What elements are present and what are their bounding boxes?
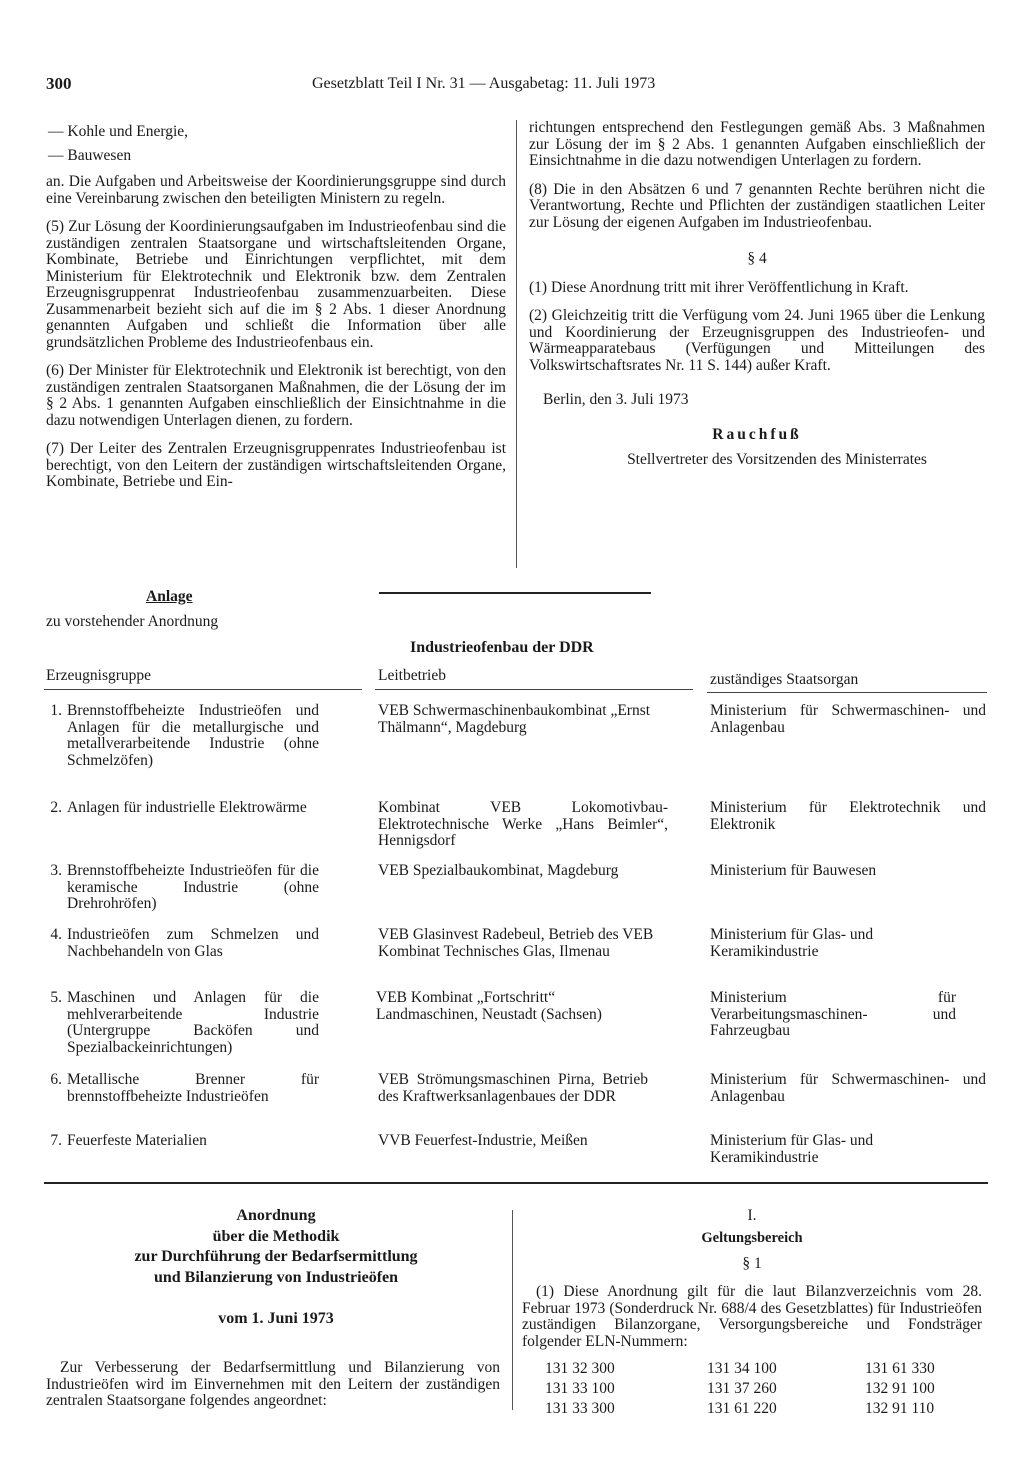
eln-number: 131 34 100 [707, 1360, 777, 1377]
title-line: Anordnung [236, 1207, 316, 1224]
table-row [46, 1133, 996, 1173]
anordnung-date: vom 1. Juni 1973 [218, 1310, 334, 1327]
row-staatsorgan: Ministerium für Glas- und Keramikindustrie [710, 1132, 874, 1166]
eln-number: 132 91 110 [865, 1400, 935, 1417]
section-4-paragraph-1: (1) Diese Anordnung tritt mit ihrer Veröffentlichung in Kraft. [529, 278, 909, 296]
header-underline-3 [707, 692, 987, 693]
row-erzeugnisgruppe: Anlagen für industrielle Elektrowärme [67, 799, 307, 816]
anlage-rule [379, 592, 651, 594]
paragraph-5: (5) Zur Lösung der Koordinierungsaufgaben im Industrieofenbau sind die zuständigen zentralen Staatsorgane und wirtschaftsleitenden Organe, Kombinate, Betriebe und Einrichtungen verpflichtet, mit dem Ministerium für Elektrotechnik und Elektronik bzw. dem Zentralen Erzeugnisgruppenrat Industrieofenbau zusammenzuarbeiten. Diese Zusammenarbeit bezieht sich auf die im § 2 Abs. 1 dieser Anordnung genannten Aufgaben und schließt die Information über alle grundsätzlichen Probleme des Industrieofenbaus ein. [46, 218, 506, 351]
table-row [46, 863, 996, 918]
table-row [46, 990, 996, 1060]
paragraph-continuation: richtungen entsprechend den Festlegungen gemäß Abs. 3 Maßnahmen zur Lösung der im § 2 Abs. 1 genannten Aufgaben einschließlich der Einsichtnahme in die dazu notwendigen Unterlagen zu fordern. [529, 119, 985, 169]
eln-number: 131 32 300 [545, 1360, 615, 1377]
anordnung-intro: Zur Verbesserung der Bedarfsermittlung und Bilanzierung von Industrieöfen wird im Einvernehmen mit den Leitern der zuständigen zentralen Staatsorgane folgendes angeordnet: [46, 1359, 500, 1409]
eln-number: 131 61 330 [865, 1360, 935, 1377]
bottom-column-divider [512, 1210, 513, 1410]
row-number: 7. [50, 1132, 62, 1149]
row-staatsorgan: Ministerium für Glas- und Keramikindustrie [710, 926, 874, 960]
row-number: 4. [50, 926, 62, 943]
eln-number: 132 91 100 [865, 1380, 935, 1397]
header-underline-2 [375, 689, 693, 690]
row-leitbetrieb: VEB Kombinat „Fortschritt“ Landmaschinen, Neustadt (Sachsen) [376, 989, 602, 1023]
row-number: 6. [50, 1071, 62, 1088]
header-underline-1 [44, 689, 362, 690]
row-erzeugnisgruppe: Industrieöfen zum Schmelzen und Nachbehandeln von Glas [67, 926, 319, 960]
table-row [46, 703, 996, 787]
eln-number: 131 61 220 [707, 1400, 777, 1417]
signatory-title: Stellvertreter des Vorsitzenden des Ministerrates [627, 451, 927, 468]
row-erzeugnisgruppe: Metallische Brenner für brennstoffbeheizte Industrieöfen [67, 1071, 319, 1105]
table-row [46, 927, 996, 982]
row-staatsorgan: Ministerium für Verarbeitungsmaschinen- und Fahrzeugbau [710, 989, 956, 1039]
section-1-heading: § 1 [742, 1255, 762, 1272]
table-row [46, 800, 996, 855]
row-erzeugnisgruppe: Maschinen und Anlagen für die mehlverarbeitende Industrie (Untergruppe Backöfen und Spezialbackeinrichtungen) [67, 989, 319, 1056]
row-erzeugnisgruppe: Feuerfeste Materialien [67, 1132, 207, 1149]
row-staatsorgan: Ministerium für Elektrotechnik und Elektronik [710, 799, 986, 833]
place-date: Berlin, den 3. Juli 1973 [543, 391, 689, 408]
row-number: 1. [50, 702, 62, 719]
row-staatsorgan: Ministerium für Schwermaschinen- und Anlagenbau [710, 1071, 986, 1105]
top-left-column [46, 120, 506, 491]
row-staatsorgan: Ministerium für Bauwesen [710, 862, 877, 879]
list-item-kohle: — Kohle und Energie, [48, 123, 189, 140]
row-leitbetrieb: VEB Glasinvest Radebeul, Betrieb des VEB Kombinat Technisches Glas, Ilmenau [378, 926, 654, 960]
section-4-heading: § 4 [747, 250, 767, 267]
title-line: zur Durchführung der Bedarfsermittlung [134, 1248, 418, 1265]
top-right-column [529, 120, 985, 469]
title-line: über die Methodik [212, 1227, 340, 1245]
anlage-heading: Anlage [146, 588, 193, 605]
signatory-name: Rauchfuß [712, 425, 802, 443]
row-leitbetrieb: Kombinat VEB Lokomotivbau-Elektrotechnische Werke „Hans Beimler“, Hennigsdorf [378, 799, 668, 849]
paragraph-7: (7) Der Leiter des Zentralen Erzeugnisgruppenrates Industrieofenbau ist berechtigt, von den Leitern der zuständigen wirtschaftsleitenden Organe, Kombinate, Betriebe und Ein- [46, 440, 506, 490]
eln-column-3 [865, 1359, 935, 1419]
eln-number: 131 33 100 [545, 1380, 615, 1397]
row-erzeugnisgruppe: Brennstoffbeheizte Industrieöfen und Anlagen für die metallurgische und metallverarbeitende Industrie (ohne Schmelzöfen) [67, 702, 319, 769]
section-rule [44, 1182, 988, 1184]
paragraph-aufgaben: an. Die Aufgaben und Arbeitsweise der Koordinierungsgruppe sind durch eine Vereinbarung zwischen den beteiligten Ministern zu regeln. [46, 173, 506, 207]
row-erzeugnisgruppe: Brennstoffbeheizte Industrieöfen für die keramische Industrie (ohne Drehrohröfen) [67, 862, 319, 912]
part-number: I. [747, 1207, 757, 1224]
eln-number: 131 33 300 [545, 1400, 615, 1417]
anlage-subheading: zu vorstehender Anordnung [46, 613, 219, 630]
anordnung-title [46, 1206, 506, 1288]
table-row [46, 1072, 996, 1127]
row-leitbetrieb: VEB Schwermaschinenbaukombinat „Ernst Thälmann“, Magdeburg [378, 702, 651, 736]
col-header-staatsorgan: zuständiges Staatsorgan [710, 671, 859, 688]
row-leitbetrieb: VVB Feuerfest-Industrie, Meißen [378, 1132, 588, 1149]
list-item-bauwesen: — Bauwesen [48, 147, 132, 164]
eln-column-2 [707, 1359, 777, 1419]
row-number: 5. [50, 989, 62, 1006]
col-header-leitbetrieb: Leitbetrieb [378, 667, 446, 684]
eln-column-1 [545, 1359, 615, 1419]
part-title: Geltungsbereich [701, 1230, 803, 1246]
row-number: 3. [50, 862, 62, 879]
col-header-erzeugnisgruppe: Erzeugnisgruppe [46, 667, 152, 684]
section-1-paragraph-1: (1) Diese Anordnung gilt für die laut Bilanzverzeichnis vom 28. Februar 1973 (Sonderdruck Nr. 688/4 des Gesetzblattes) für Industrieöfen zuständigen Bilanzorgane, Versorgungsbereiche und Fondsträger folgender ELN-Nummern: [522, 1283, 982, 1350]
paragraph-6: (6) Der Minister für Elektrotechnik und Elektronik ist berechtigt, von den zuständigen zentralen Staatsorganen Maßnahmen, die der Lösung der im § 2 Abs. 1 genannten Aufgaben einschließlich der Einsichtnahme in die dazu notwendigen Unterlagen dienen, zu fordern. [46, 362, 506, 429]
eln-number: 131 37 260 [707, 1380, 777, 1397]
row-staatsorgan: Ministerium für Schwermaschinen- und Anlagenbau [710, 702, 986, 736]
row-number: 2. [50, 799, 62, 816]
row-leitbetrieb: VEB Spezialbaukombinat, Magdeburg [378, 862, 619, 879]
page-number: 300 [46, 74, 72, 93]
running-title: Gesetzblatt Teil I Nr. 31 — Ausgabetag: 11. Juli 1973 [312, 75, 656, 92]
paragraph-8: (8) Die in den Absätzen 6 und 7 genannten Rechte berühren nicht die Verantwortung, Rechte und Pflichten der zuständigen staatlichen Leiter zur Lösung der eigenen Aufgaben im Industrieofenbau. [529, 180, 985, 231]
title-line: und Bilanzierung von Industrieöfen [153, 1268, 399, 1286]
row-leitbetrieb: VEB Strömungsmaschinen Pirna, Betrieb des Kraftwerksanlagenbaues der DDR [378, 1071, 648, 1105]
table-title: Industrieofenbau der DDR [410, 639, 594, 656]
column-divider [516, 120, 517, 568]
section-4-paragraph-2: (2) Gleichzeitig tritt die Verfügung vom 24. Juni 1965 über die Lenkung und Koordinierung der Erzeugnisgruppen des Industrieofen- und Wärmeapparatebaus (Verfügungen und Mitteilungen des Volkswirtschaftsrates Nr. 11 S. 144) außer Kraft. [529, 307, 985, 374]
